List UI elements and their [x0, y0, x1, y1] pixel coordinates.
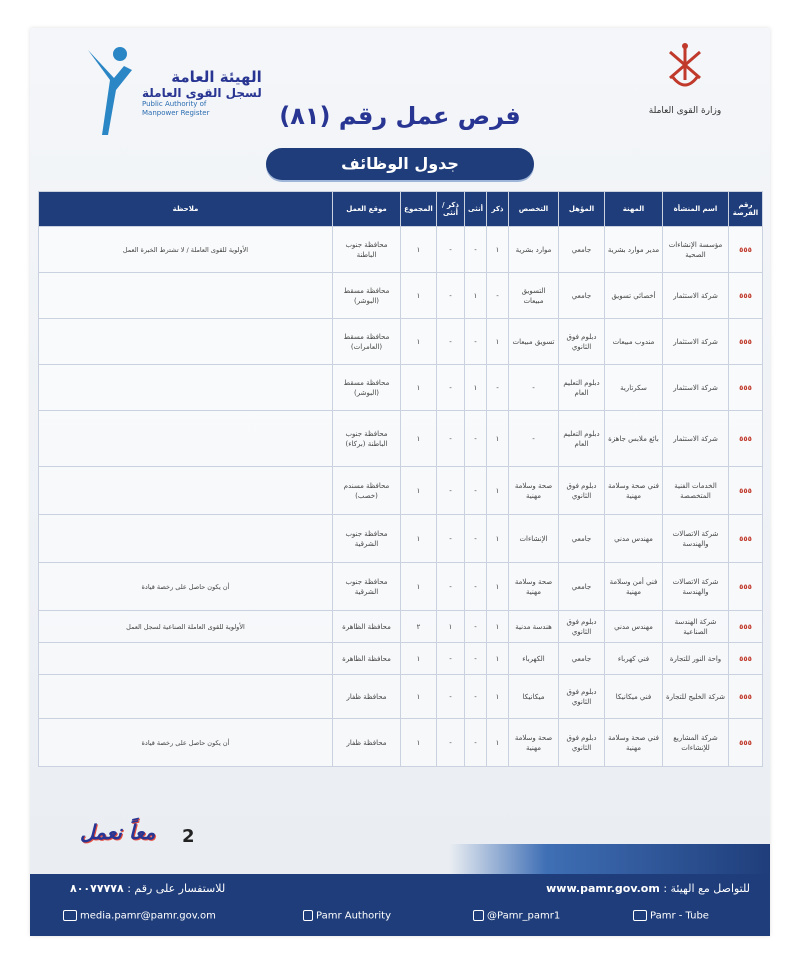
table-row [39, 467, 763, 515]
cell-note [39, 467, 333, 515]
cell-total: ٢ [401, 611, 437, 643]
cell-female: - [465, 675, 487, 719]
cell-female: - [465, 515, 487, 563]
cell-female: - [465, 467, 487, 515]
authority-logo [80, 40, 300, 150]
cell-male: ١ [487, 719, 509, 767]
cell-specialization: هندسة مدنية [509, 611, 559, 643]
col-company: اسم المنشأة [663, 192, 729, 227]
cell-total: ١ [401, 365, 437, 411]
footer-contact [546, 882, 750, 895]
cell-male-female: - [437, 411, 465, 467]
cell-male-female: - [437, 273, 465, 319]
cell-qualification: جامعي [559, 643, 605, 675]
cell-note [39, 643, 333, 675]
cell-qualification: دبلوم فوق الثانوي [559, 467, 605, 515]
cell-male-female: - [437, 319, 465, 365]
page-title: فرص عمل رقم (٨١) [279, 102, 521, 130]
cell-opportunity-no: ٥٥٥ [729, 411, 763, 467]
footer-facebook[interactable] [300, 910, 391, 922]
cell-male-female: - [437, 675, 465, 719]
cell-total: ١ [401, 563, 437, 611]
cell-location: محافظة جنوب الشرقية [333, 515, 401, 563]
page-subtitle: جدول الوظائف [266, 148, 534, 180]
cell-company: شركة الخليج للتجارة [663, 675, 729, 719]
cell-specialization: ميكانيكا [509, 675, 559, 719]
email-icon [63, 910, 77, 921]
authority-name-en: Public Authority of Manpower Register [142, 100, 210, 117]
national-emblem-icon [660, 38, 710, 98]
job-announcement-sheet [30, 28, 770, 936]
cell-specialization: الإنشاءات [509, 515, 559, 563]
footer-twitter[interactable] [470, 910, 560, 922]
cell-qualification: جامعي [559, 273, 605, 319]
table-row [39, 365, 763, 411]
cell-specialization: الكهرباء [509, 643, 559, 675]
cell-company: مؤسسة الإنشاءات الصحية [663, 227, 729, 273]
cell-male-female: ١ [437, 611, 465, 643]
cell-note [39, 365, 333, 411]
cell-total: ١ [401, 411, 437, 467]
cell-male-female: - [437, 563, 465, 611]
cell-location: محافظة الظاهرة [333, 611, 401, 643]
cell-company: شركة الاستثمار [663, 411, 729, 467]
cell-specialization: صحة وسلامة مهنية [509, 467, 559, 515]
cell-note [39, 319, 333, 365]
cell-female: - [465, 719, 487, 767]
cell-male: ١ [487, 643, 509, 675]
cell-opportunity-no: ٥٥٥ [729, 227, 763, 273]
cell-location: محافظة جنوب الشرقية [333, 563, 401, 611]
cell-specialization: - [509, 365, 559, 411]
cell-male-female: - [437, 515, 465, 563]
cell-male: ١ [487, 411, 509, 467]
website-link[interactable]: www.pamr.gov.om [546, 882, 660, 895]
facebook-text: Pamr Authority [316, 910, 392, 922]
col-male: ذكر [487, 192, 509, 227]
ministry-logo [630, 38, 740, 158]
cell-opportunity-no: ٥٥٥ [729, 719, 763, 767]
cell-specialization: التسويق مبيعات [509, 273, 559, 319]
footer [30, 874, 770, 936]
cell-total: ١ [401, 675, 437, 719]
cell-opportunity-no: ٥٥٥ [729, 563, 763, 611]
cell-qualification: جامعي [559, 227, 605, 273]
cell-company: واحة النور للتجارة [663, 643, 729, 675]
cell-company: شركة الاتصالات والهندسة [663, 515, 729, 563]
cell-company: شركة الاستثمار [663, 319, 729, 365]
col-job: المهنة [605, 192, 663, 227]
cell-job: بائع ملابس جاهزة [605, 411, 663, 467]
footer-email[interactable] [60, 910, 216, 922]
cell-job: أخصائي تسويق [605, 273, 663, 319]
cell-opportunity-no: ٥٥٥ [729, 643, 763, 675]
table-row [39, 563, 763, 611]
authority-name-ar-1: الهيئة العامة [171, 68, 262, 86]
table-row [39, 719, 763, 767]
email-text: media.pamr@pamr.gov.om [80, 910, 216, 922]
cell-job: فني صحة وسلامة مهنية [605, 467, 663, 515]
cell-female: - [465, 611, 487, 643]
cell-specialization: - [509, 411, 559, 467]
cell-job: فني صحة وسلامة مهنية [605, 719, 663, 767]
table-row [39, 515, 763, 563]
cell-job: فني أمن وسلامة مهنية [605, 563, 663, 611]
jobs-table-body [39, 227, 763, 767]
cell-male: - [487, 365, 509, 411]
cell-total: ١ [401, 273, 437, 319]
cell-note [39, 515, 333, 563]
cell-location: محافظة ظفار [333, 675, 401, 719]
cell-opportunity-no: ٥٥٥ [729, 467, 763, 515]
cell-female: ١ [465, 365, 487, 411]
cell-specialization: صحة وسلامة مهنية [509, 719, 559, 767]
cell-total: ١ [401, 467, 437, 515]
cell-job: سكرتارية [605, 365, 663, 411]
footer-inquiry [70, 882, 225, 895]
twitter-text: @Pamr_pamr1 [487, 910, 561, 922]
cell-specialization: موارد بشرية [509, 227, 559, 273]
cell-male-female: - [437, 719, 465, 767]
cell-job: فني ميكانيكا [605, 675, 663, 719]
table-row [39, 273, 763, 319]
cell-note [39, 411, 333, 467]
cell-note [39, 675, 333, 719]
cell-specialization: تسويق مبيعات [509, 319, 559, 365]
cell-company: شركة المشاريع للإنشاءات [663, 719, 729, 767]
contact-label: للتواصل مع الهيئة : [663, 882, 750, 895]
cell-male: - [487, 273, 509, 319]
col-note: ملاحظة [39, 192, 333, 227]
cell-note: الأولوية للقوى العاملة الصناعية لسجل العمل [39, 611, 333, 643]
youtube-text: Pamr - Tube [650, 910, 709, 922]
cell-company: شركة الاستثمار [663, 273, 729, 319]
cell-company: شركة الاتصالات والهندسة [663, 563, 729, 611]
table-row [39, 227, 763, 273]
col-male-female: ذكر / أنثى [437, 192, 465, 227]
decorative-stripe [450, 844, 770, 874]
cell-female: - [465, 319, 487, 365]
ministry-name: وزارة القوى العاملة [648, 106, 722, 116]
cell-opportunity-no: ٥٥٥ [729, 515, 763, 563]
table-row [39, 643, 763, 675]
col-qualification: المؤهل [559, 192, 605, 227]
col-opportunity-no: رقم الفرصة [729, 192, 763, 227]
cell-location: محافظة مسقط (البوشر) [333, 273, 401, 319]
cell-note: أن يكون حاصل على رخصة قيادة [39, 719, 333, 767]
cell-opportunity-no: ٥٥٥ [729, 365, 763, 411]
cell-location: محافظة مسقط (العامرات) [333, 319, 401, 365]
cell-male: ١ [487, 563, 509, 611]
cell-total: ١ [401, 227, 437, 273]
cell-male: ١ [487, 227, 509, 273]
cell-job: مندوب مبيعات [605, 319, 663, 365]
cell-location: محافظة الظاهرة [333, 643, 401, 675]
cell-total: ١ [401, 319, 437, 365]
cell-qualification: جامعي [559, 515, 605, 563]
cell-location: محافظة جنوب الباطنة (بركاء) [333, 411, 401, 467]
inquiry-label: للاستفسار على رقم : [127, 882, 226, 895]
table-row [39, 611, 763, 643]
cell-specialization: صحة وسلامة مهنية [509, 563, 559, 611]
cell-male-female: - [437, 227, 465, 273]
cell-job: مهندس مدني [605, 611, 663, 643]
cell-qualification: جامعي [559, 563, 605, 611]
cell-qualification: دبلوم فوق الثانوي [559, 319, 605, 365]
youtube-icon [633, 910, 647, 921]
col-location: موقع العمل [333, 192, 401, 227]
table-header-row [39, 192, 763, 227]
cell-company: شركة الاستثمار [663, 365, 729, 411]
cell-note [39, 273, 333, 319]
cell-male-female: - [437, 643, 465, 675]
cell-location: محافظة مسندم (خصب) [333, 467, 401, 515]
col-total: المجموع [401, 192, 437, 227]
cell-male: ١ [487, 675, 509, 719]
cell-qualification: دبلوم التعليم العام [559, 411, 605, 467]
col-specialization: التخصص [509, 192, 559, 227]
table-row [39, 675, 763, 719]
cell-male: ١ [487, 611, 509, 643]
cell-male-female: - [437, 467, 465, 515]
cell-opportunity-no: ٥٥٥ [729, 319, 763, 365]
cell-opportunity-no: ٥٥٥ [729, 611, 763, 643]
cell-qualification: دبلوم التعليم العام [559, 365, 605, 411]
cell-total: ١ [401, 643, 437, 675]
cell-note: أن يكون حاصل على رخصة قيادة [39, 563, 333, 611]
cell-note: الأولوية للقوى العاملة / لا تشترط الخبرة العمل [39, 227, 333, 273]
facebook-icon [303, 910, 313, 921]
cell-female: - [465, 643, 487, 675]
footer-youtube[interactable] [630, 910, 709, 922]
table-row [39, 319, 763, 365]
authority-name-ar-2: لسجل القوى العاملة [142, 86, 262, 100]
cell-company: شركة الهندسة الصناعية [663, 611, 729, 643]
cell-female: - [465, 563, 487, 611]
cell-location: محافظة جنوب الباطنة [333, 227, 401, 273]
cell-male: ١ [487, 515, 509, 563]
cell-female: - [465, 227, 487, 273]
cell-job: مهندس مدني [605, 515, 663, 563]
cell-total: ١ [401, 515, 437, 563]
table-row [39, 411, 763, 467]
cell-job: مدير موارد بشرية [605, 227, 663, 273]
cell-female: ١ [465, 273, 487, 319]
cell-location: محافظة ظفار [333, 719, 401, 767]
cell-company: الخدمات الفنية المتخصصة [663, 467, 729, 515]
cell-opportunity-no: ٥٥٥ [729, 273, 763, 319]
cell-total: ١ [401, 719, 437, 767]
cell-qualification: دبلوم فوق الثانوي [559, 675, 605, 719]
cell-qualification: دبلوم فوق الثانوي [559, 611, 605, 643]
cell-qualification: دبلوم فوق الثانوي [559, 719, 605, 767]
jobs-table [38, 191, 763, 767]
phone-number: ٨٠٠٧٧٧٧٨ [70, 882, 124, 895]
cell-male-female: - [437, 365, 465, 411]
cell-location: محافظة مسقط (البوشر) [333, 365, 401, 411]
cell-opportunity-no: ٥٥٥ [729, 675, 763, 719]
col-female: أنثى [465, 192, 487, 227]
twitter-icon [473, 910, 484, 921]
page-number: 2 [182, 826, 195, 847]
cell-male: ١ [487, 319, 509, 365]
cell-job: فني كهرباء [605, 643, 663, 675]
cell-male: ١ [487, 467, 509, 515]
brand-slogan: معاً نعمل [80, 820, 156, 844]
cell-female: - [465, 411, 487, 467]
